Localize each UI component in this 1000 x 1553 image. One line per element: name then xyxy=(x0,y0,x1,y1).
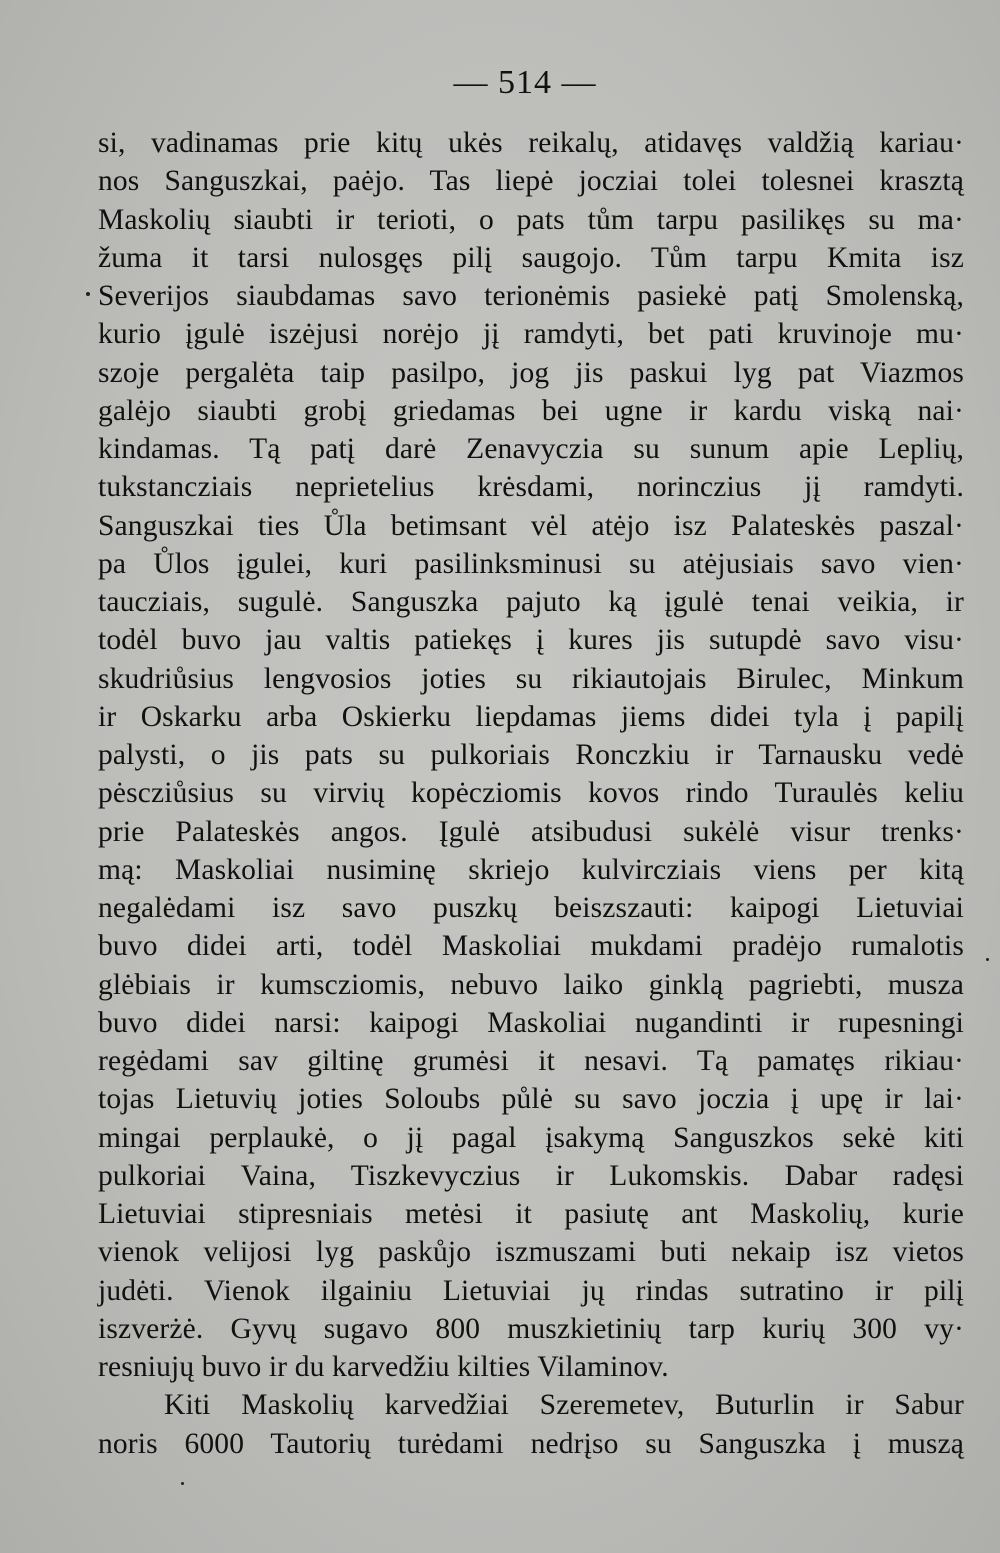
text-line: mą: Maskoliai nusiminę skriejo kulvircziais viens per kitą xyxy=(98,853,964,886)
text-line: ir Oskarku arba Oskierku liepdamas jiems didei tyla į papilį xyxy=(98,700,964,733)
text-line: pa Ůlos įgulei, kuri pasilinksminusi su atėjusiais savo vien· xyxy=(98,547,964,580)
text-line: tukstancziais neprietelius krėsdami, norinczius jį ramdyti. xyxy=(98,471,964,504)
text-line: prie Palateskės angos. Įgulė atsibudusi sukėlė visur trenks· xyxy=(98,815,964,848)
text-line: noris 6000 Tautorių turėdami nedrįso su Sanguszka į muszą xyxy=(98,1427,964,1460)
text-line: taucziais, sugulė. Sanguszka pajuto ką įgulė tenai veikia, ir xyxy=(98,586,964,618)
text-line: galėjo siaubti grobį griedamas bei ugne ir kardu viską nai· xyxy=(98,394,964,427)
text-line: buvo didei arti, todėl Maskoliai mukdami pradėjo rumalotis xyxy=(98,930,964,963)
text-line: iszverżė. Gyvų sugavo 800 muszkietinių tarp kurių 300 vy· xyxy=(98,1312,964,1345)
text-line: Kiti Maskolių karvedžiai Szeremetev, Buturlin ir Sabur xyxy=(164,1389,964,1422)
text-line: Lietuviai stipresniais metėsi it pasiutę ant Maskolių, kurie xyxy=(98,1198,964,1230)
text-line: pėscziůsius su virvių kopėcziomis kovos rindo Turaulės keliu xyxy=(98,777,964,810)
text-line: nos Sanguszkai, paėjo. Tas liepė jocziai tolei tolesnei krasztą xyxy=(98,165,964,198)
text-line: buvo didei narsi: kaipogi Maskoliai nugandinti ir rupesningi xyxy=(98,1006,964,1039)
text-line: mingai perplaukė, o jį pagal įsakymą Sanguszkos sekė kiti xyxy=(98,1121,964,1154)
text-line: vienok velijosi lyg paskůjo iszmuszami buti nekaip isz vietos xyxy=(98,1236,964,1269)
text-line: regėdami sav giltinę grumėsi it nesavi. Tą pamatęs rikiau· xyxy=(98,1045,964,1077)
ink-speck xyxy=(986,958,989,961)
text-line: Severijos siaubdamas savo terionėmis pasiekė patį Smolenską, xyxy=(98,280,964,312)
text-line: pulkoriai Vaina, Tiszkevyczius ir Lukomskis. Dabar radęsi xyxy=(98,1159,964,1192)
text-line: Sanguszkai ties Ůla betimsant vėl atėjo isz Palateskės paszal· xyxy=(98,509,964,542)
text-line: Maskolių siaubti ir terioti, o pats tům tarpu pasilikęs su ma· xyxy=(98,203,964,236)
ink-speck xyxy=(181,1482,184,1485)
text-line: si, vadinamas prie kitų ukės reikalų, atidavęs valdžią kariau· xyxy=(98,127,964,159)
text-line: žuma it tarsi nulosgęs pilį saugojo. Tům tarpu Kmita isz xyxy=(98,241,964,274)
text-line: negalėdami isz savo puszkų beiszszauti: kaipogi Lietuviai xyxy=(98,892,964,924)
text-line: kurio įgulė iszėjusi norėjo jį ramdyti, bet pati kruvinoje mu· xyxy=(98,318,964,351)
text-line: skudriůsius lengvosios joties su rikiautojais Birulec, Minkum xyxy=(98,662,964,695)
text-line: glėbiais ir kumscziomis, nebuvo laiko ginklą pagriebti, musza xyxy=(98,968,964,1001)
text-line: palysti, o jis pats su pulkoriais Ronczkiu ir Tarnausku vedė xyxy=(98,739,964,771)
text-line: kindamas. Tą patį darė Zenavyczia su sunum apie Leplių, xyxy=(98,433,964,465)
body-text xyxy=(98,124,964,1463)
text-line: resniujų buvo ir du karvedžiu kilties Vilaminov. xyxy=(98,1351,669,1383)
page-number: — 514 — xyxy=(453,64,597,101)
ink-speck xyxy=(86,292,90,296)
text-line: todėl buvo jau valtis patiekęs į kures jis sutupdė savo visu· xyxy=(98,624,964,657)
text-line: szoje pergalėta taip pasilpo, jog jis paskui lyg pat Viazmos xyxy=(98,356,964,389)
text-line: judėti. Vienok ilgainiu Lietuviai jų rindas sutratino ir pilį xyxy=(98,1274,964,1307)
text-line: tojas Lietuvių joties Soloubs půlė su savo joczia į upę ir lai· xyxy=(98,1083,964,1116)
